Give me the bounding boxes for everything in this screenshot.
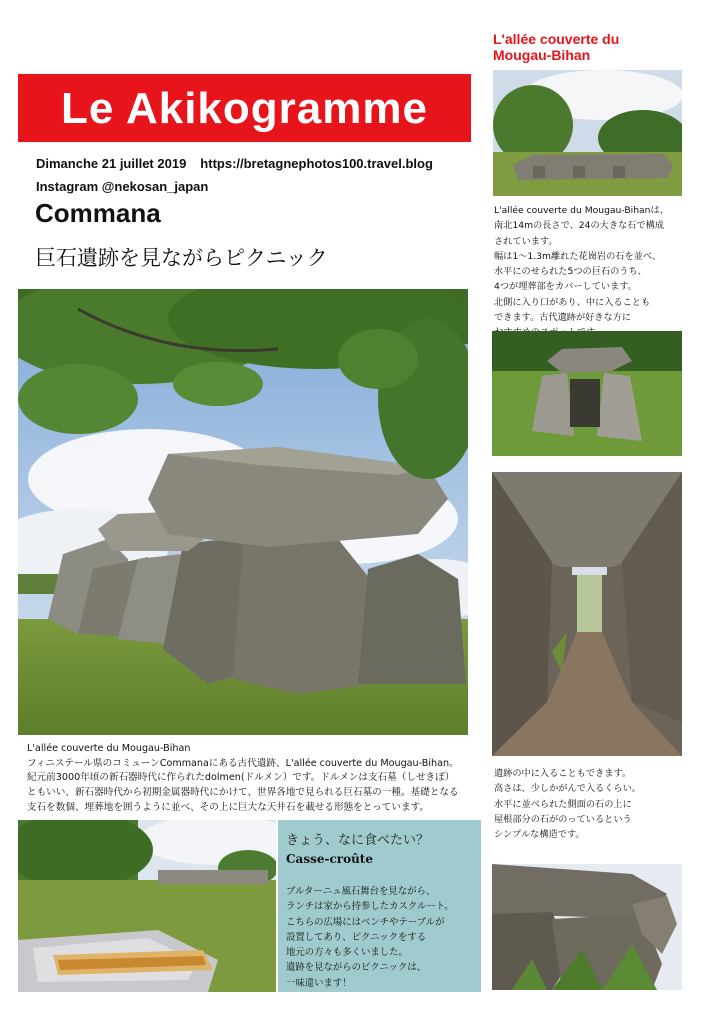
lunch-line: 設置してあり、ピクニックをする	[286, 931, 427, 943]
masthead-title: Le Akikogramme	[61, 84, 428, 133]
tunnel-description	[494, 766, 689, 842]
sidebar-title-line: Mougau-Bihan	[493, 47, 591, 63]
instagram-handle[interactable]: Instagram @nekosan_japan	[36, 179, 209, 194]
tunnel-line: 遺跡の中に入ることもできます。	[494, 768, 632, 779]
lunch-line: 地元の方々も多くいました。	[286, 947, 408, 959]
dolmen-tunnel-photo	[492, 472, 682, 756]
lunch-subtitle: Casse-croûte	[286, 852, 373, 866]
lunch-line: ブルターニュ風石舞台を見ながら、	[286, 886, 436, 897]
place-title: Commana	[35, 198, 161, 228]
caption-line: フィニステール県のコミューンCommanaにある古代遺跡、L'allée couverte du Mougau-Bihan。	[27, 757, 459, 769]
article-headline: 巨石遺跡を見ながらピクニック	[35, 246, 328, 270]
issue-date: Dimanche 21 juillet 2019	[36, 156, 187, 171]
sidebar-description	[494, 203, 689, 341]
desc-line: L'allée couverte du Mougau-Bihanは、	[494, 205, 669, 216]
dolmen-closeup-photo	[492, 864, 682, 990]
desc-line: 北側に入り口があり、中に入ることも	[494, 296, 651, 308]
dolmen-entrance-photo	[492, 331, 682, 456]
caption-line: 支石を数個、埋葬地を囲うように並べ、その上に巨大な天井石を載せる形態をとっています。	[27, 801, 429, 813]
lunch-photo	[18, 820, 276, 992]
caption-line: L'allée couverte du Mougau-Bihan	[27, 743, 191, 754]
lunch-line: 一味違います！	[286, 977, 352, 989]
lunch-line: ランチは家から持参したカスクルート。	[286, 901, 454, 913]
tunnel-line: 水平に並べられた側面の石の上に	[494, 798, 632, 810]
lunch-line: こちらの広場にはベンチやテーブルが	[286, 916, 445, 928]
desc-line: 水平にのせられた5つの巨石のうち、	[494, 266, 647, 278]
lunch-title: きょう、なに食べたい？	[286, 833, 430, 848]
main-dolmen-photo	[18, 289, 468, 735]
masthead-banner	[18, 74, 471, 142]
desc-line: 幅は1～1.3m離れた花崗岩の石を並べ、	[494, 250, 662, 262]
sidebar-title-line: L'allée couverte du	[493, 31, 620, 47]
desc-line: できます。古代遺跡が好きな方に	[494, 312, 632, 324]
desc-line: されています。	[494, 235, 558, 247]
sidebar-title	[493, 31, 693, 63]
desc-line: 南北14mの長さで、24の大きな石で構成	[494, 220, 664, 232]
lunch-line: 遺跡を見ながらのピクニックは、	[286, 962, 427, 974]
tunnel-line: シンプルな構造です。	[494, 829, 585, 841]
main-caption	[27, 742, 477, 816]
lunch-text	[286, 884, 478, 991]
tunnel-line: 屋根部分の石がのっているという	[494, 813, 632, 825]
tunnel-line: 高さは、少しかがんで入るくらい。	[494, 783, 641, 795]
blog-url[interactable]: https://bretagnephotos100.travel.blog	[200, 156, 433, 171]
caption-line: ともいい、新石器時代から初期金属器時代にかけて、世界各地で見られる巨石墓の一種。基礎となる	[27, 787, 459, 799]
desc-line: 4つが埋葬部をカバーしています。	[494, 281, 637, 293]
caption-line: 紀元前3000年頃の新石器時代に作られたdolmen(ドルメン）です。ドルメンは支石墓（しせきぼ）	[27, 772, 455, 784]
dolmen-overview-photo	[493, 70, 682, 196]
date-line	[36, 156, 433, 171]
